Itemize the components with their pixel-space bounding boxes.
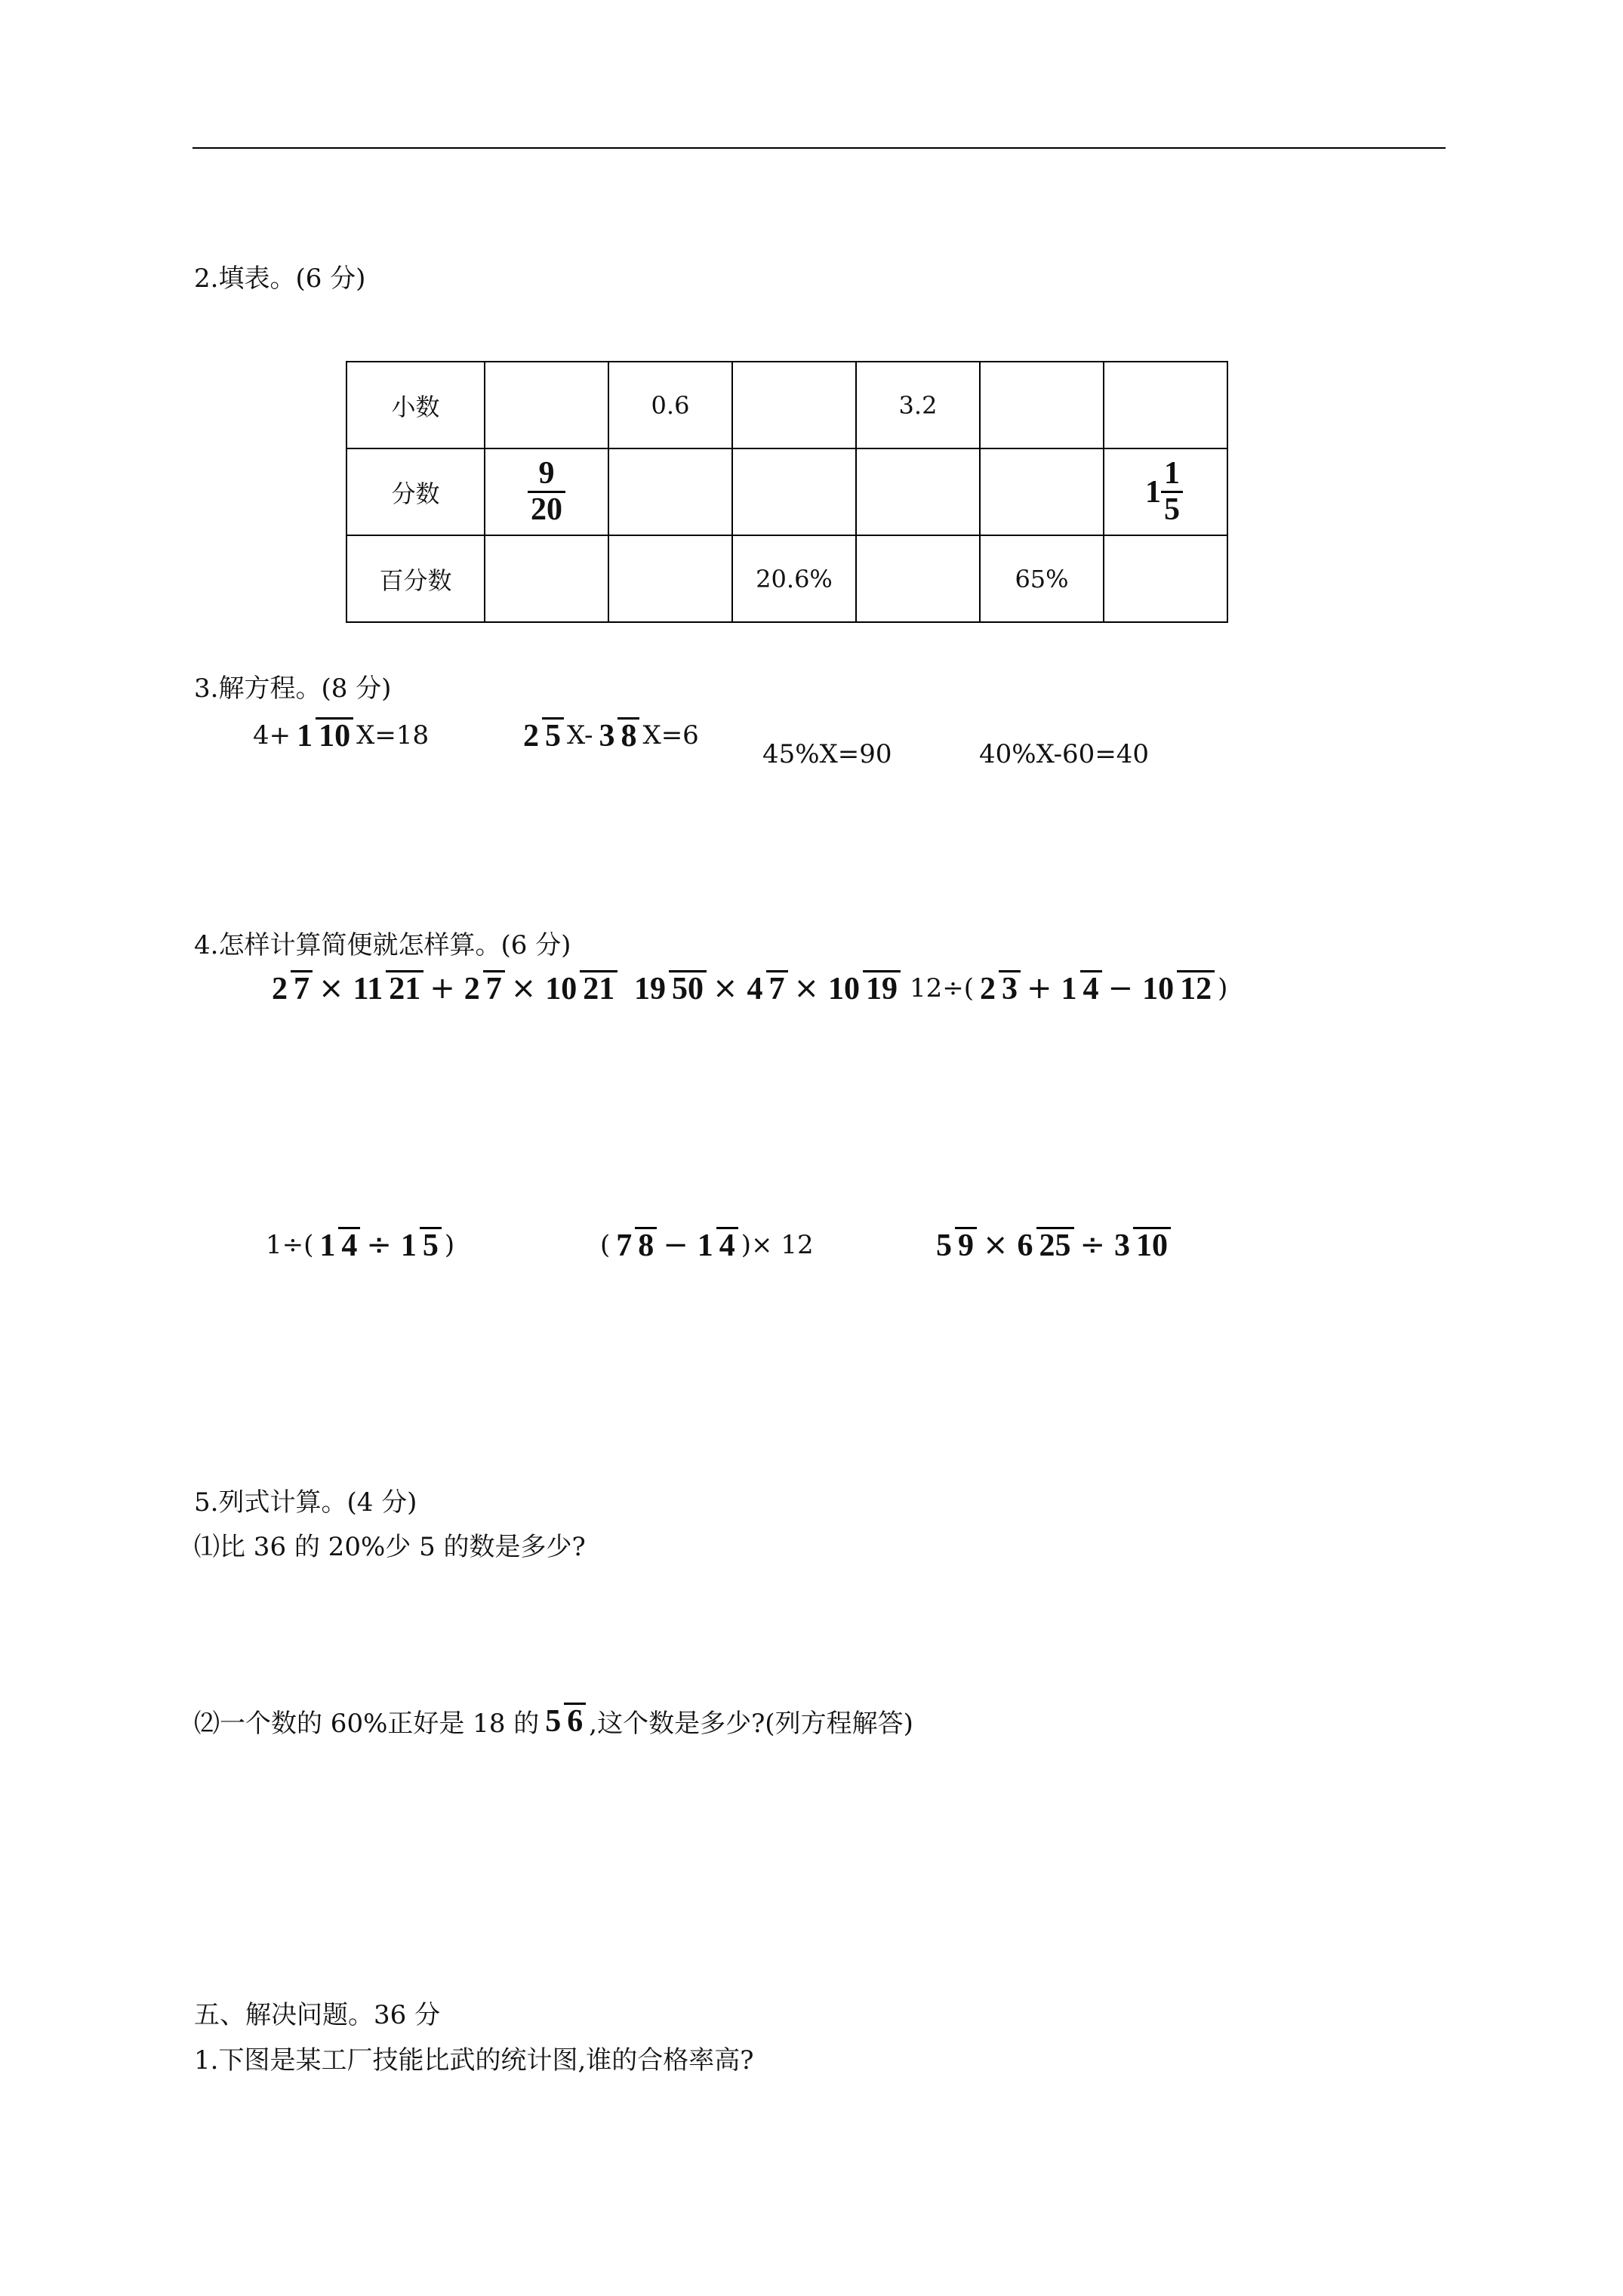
expression-5: ( 7 8 − 1 4 )× 12 xyxy=(600,1228,814,1263)
expression-6: 5 9 × 6 25 ÷ 3 10 xyxy=(930,1227,1174,1263)
fraction: 2 5 xyxy=(520,717,564,754)
fill-table xyxy=(346,361,1228,623)
expression-2: 19 50 × 4 7 × 10 19 xyxy=(628,970,904,1006)
table-cell[interactable] xyxy=(980,362,1104,448)
header-rule xyxy=(192,147,1446,149)
row-label: 百分数 xyxy=(346,535,485,622)
q5-part-1: ⑴比 36 的 20%少 5 的数是多少? xyxy=(194,1532,586,1562)
fraction: 3 8 xyxy=(596,717,639,754)
table-cell[interactable] xyxy=(1104,362,1227,448)
fraction: $\frac{1}{5}$ xyxy=(1161,457,1183,528)
expression-4: 1÷( 1 4 ÷ 1 5 ) xyxy=(266,1228,455,1263)
table-row xyxy=(346,448,1227,535)
table-cell[interactable]: 0.6 xyxy=(608,362,732,448)
table-cell[interactable] xyxy=(1104,535,1227,622)
mixed-whole: 1 xyxy=(1145,474,1161,510)
table-cell[interactable] xyxy=(980,448,1104,535)
table-cell[interactable] xyxy=(608,448,732,535)
table-row xyxy=(346,362,1227,448)
equation-2: 2 5 X- 3 8 X=6 xyxy=(517,717,699,754)
table-cell[interactable] xyxy=(856,448,980,535)
table-cell[interactable]: 20.6% xyxy=(732,535,856,622)
q5-part-2: ⑵一个数的 60%正好是 18 的 5 6 ,这个数是多少?(列方程解答) xyxy=(194,1704,913,1740)
table-cell[interactable] xyxy=(485,535,608,622)
row-label: 分数 xyxy=(346,448,485,535)
q2-title: 2.填表。(6 分) xyxy=(194,264,366,294)
fraction: 1 10 xyxy=(294,717,353,754)
table-cell[interactable]: 3.2 xyxy=(856,362,980,448)
table-cell[interactable] xyxy=(485,362,608,448)
expression-3: 12÷( 2 3 + 1 4 − 10 12 ) xyxy=(910,971,1228,1006)
q3-title: 3.解方程。(8 分) xyxy=(194,673,392,704)
table-cell[interactable] xyxy=(732,362,856,448)
fraction: 5 6 xyxy=(542,1703,586,1739)
section-5-title: 五、解决问题。36 分 xyxy=(194,2000,441,2030)
table-row xyxy=(346,535,1227,622)
equation-4: 40%X-60=40 xyxy=(979,739,1150,769)
equation-3: 45%X=90 xyxy=(762,739,892,769)
table-cell[interactable]: 65% xyxy=(980,535,1104,622)
section-5-q1: 1.下图是某工厂技能比武的统计图,谁的合格率高? xyxy=(194,2045,754,2076)
q5-title: 5.列式计算。(4 分) xyxy=(194,1487,417,1518)
q4-title: 4.怎样计算简便就怎样算。(6 分) xyxy=(194,930,571,960)
table-cell[interactable] xyxy=(732,448,856,535)
table-cell[interactable] xyxy=(608,535,732,622)
equation-1: 4+ 1 10 X=18 xyxy=(253,719,430,754)
fraction: $\frac{9}{20}$ xyxy=(528,457,565,528)
table-cell[interactable] xyxy=(856,535,980,622)
table-cell xyxy=(485,448,608,535)
row-label: 小数 xyxy=(346,362,485,448)
expression-1: 2 7 × 11 21 + 2 7 × 10 21 xyxy=(266,970,621,1006)
table-cell xyxy=(1104,448,1227,535)
